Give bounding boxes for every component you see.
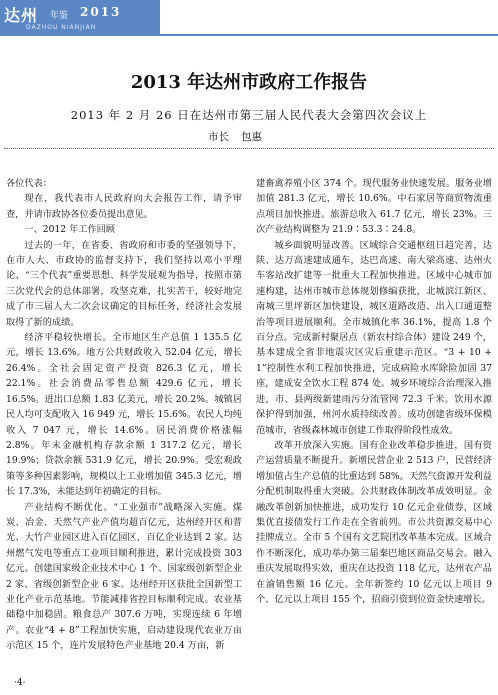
yearbook-year: 2013 <box>80 5 122 19</box>
paragraph: 改革开放深入实施。国有企业改革稳步推进，国有资产运营质量不断提升。新增民营企业 2 513 户，民营经济增加值占生产总值的比重达到 58%。天然气资源开发利益分配机制取得重大突破。公共财政体制改革成效明显。金融改革创新加快推进，成功发行 10 亿元企业债券，区域集优直接债发行工作走在全省前列。市公共资源交易中心挂牌成立。全市 5 个国有文艺院团改革基本完成。区域合作不断深化，成功举办第三届秦巴地区商品交易会。融入重庆发展取得实效，重庆在达投资 118 亿元，达州农产品在渝销售额 16 亿元。全年新签约 10 亿元以上项目 9 个、亿元以上项目 155 个，招商引资到位资金快速增长。 <box>256 439 492 605</box>
yearbook-label: 年鉴 <box>50 11 69 21</box>
yearbook-pinyin: DAZHOU NIANJIAN <box>26 24 97 31</box>
report-subtitle: 2013 年 2 月 26 日在达州市第三届人民代表大会第四次会议上 <box>70 108 428 122</box>
author-line <box>208 129 274 144</box>
right-column <box>256 176 492 607</box>
page-number: ·4· <box>14 678 26 688</box>
left-column <box>6 176 242 654</box>
author-name: 包惠 <box>241 131 262 143</box>
paragraph: 过去的一年，在省委、省政府和市委的坚强领导下，在市人大、市政协的监督支持下，我们坚持以邓小平理论、“三个代表”重要思想、科学发展观为指导，按照市第三次党代会的总体部署，攻坚克难，扎实苦干，较好地完成了市三届人大二次会议确定的目标任务，经济社会发展取得了新的成绩。 <box>6 239 242 328</box>
report-title: 2013 年达州市政府工作报告 <box>130 72 368 93</box>
title-divider <box>4 148 494 149</box>
author-role: 市长 <box>208 131 229 143</box>
section-heading: 一、2012 年工作回顾 <box>24 224 116 236</box>
paragraph: 产业结构不断优化。“工业强市”战略深入实施。煤炭、冶金、天然气产业产值均超百亿元，达州经开区和普光、大竹产业园区进入百亿园区，百亿企业达到 2 家。达州燃气发电等重点工业项目顺利推进，累计完成投资 303 亿元。创建国家级企业技术中心 1 个、国家级创新型企业 2 家、省级创新型企业 6 家。达州经开区获批全国新型工业化产业示范基地。节能减排省控目标顺利完成。农业基础稳中加稳固。粮食总产 307.6 万吨，实现连续 6 年增产。农业“4 + 8”工程加快实施，启动建设现代农业万亩示范区 15 个，连片发展特色产业基地 20.4 万亩，新 <box>6 501 242 652</box>
paragraph: 现在，我代表市人民政府向大会报告工作，请予审查，并请市政协各位委员提出意见。 <box>6 193 242 220</box>
yearbook-logo: 达州 <box>4 6 39 25</box>
paragraph: 城乡面貌明显改善。区域综合交通枢纽日趋完善，达陕、达万高速建成通车，达巴高速、南大梁高速、达州火车客站改扩建等一批重大工程加快推进。区域中心城市加速构建，达州市城市总体规划修编获批，北城滨江新区、南城三里坪新区加快建设，城区道路改造、出入口通道整治等项目进展顺利。全市城镇化率 36.1%，提高 1.8 个百分点。完成新村聚居点（新农村综合体）建设 249 个，基本建成全省非地震灾区灾后重建示范区。“3 + 10 + 1”控制性水利工程加快推进，完成病险水库除险加固 37 座，建成安全饮水工程 874 处。城乡环境综合治理深入推进，市、县两级新建雨污分流管网 72.3 千米。饮用水源保护得到加强，州河水质持续改善。成功创建省级环保模范城市，省级森林城市创建工作取得阶段性成效。 <box>256 239 492 436</box>
page-header <box>0 0 498 40</box>
header-rule <box>0 34 498 36</box>
salutation: 各位代表： <box>6 178 52 189</box>
paragraph: 经济平稳较快增长。全市地区生产总值 1 135.5 亿元，增长 13.6%。地方公共财政收入 52.04 亿元，增长 26.4%。全社会固定资产投资 826.3 亿元，增长 22.1%。社会消费品零售总额 429.6 亿元，增长 16.5%。进出口总额 1.83 亿美元，增长 20.2%。城镇居民人均可支配收入 16 949 元，增长 15.6%。农民人均纯收入 7 047 元，增长 14.6%。居民消费价格涨幅 2.8%。年末金融机构存款余额 1 317.2 亿元，增长 19.9%；贷款余额 531.9 亿元，增长 20.9%。受宏观政策等多种因素影响，规模以上工业增加值 345.3 亿元，增长 17.3%，未能达到年初确定的目标。 <box>6 332 242 498</box>
paragraph: 建畜禽养殖小区 374 个。现代服务业快速发展。服务业增加值 281.3 亿元，增长 10.6%。中石家居等商贸物流重点项目加快推进。旅游总收入 61.7 亿元，增长 23%。三次产业结构调整为 21.9∶53.3∶24.8。 <box>256 178 492 236</box>
